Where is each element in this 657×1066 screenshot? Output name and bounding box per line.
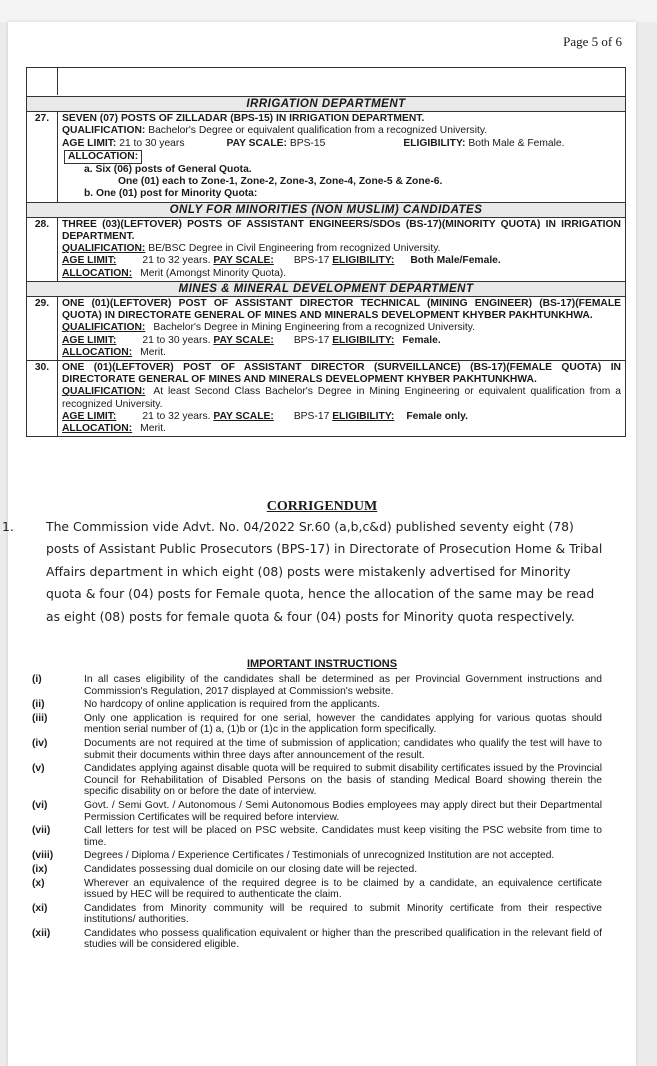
allocation-item-b: b. One (01) post for Minority Quota: — [84, 188, 258, 200]
top-strip — [0, 0, 657, 22]
post-details — [58, 361, 625, 436]
section-heading-mines: MINES & MINERAL DEVELOPMENT DEPARTMENT — [27, 282, 625, 297]
page-number: Page 5 of 6 — [563, 34, 622, 49]
corrigendum-item: 1. The Commission vide Advt. No. 04/2022 Sr.60 (a,b,c&d) published seventy eight (78) posts of Assistant Public Prosecutors (BPS-17) in Directorate of Prosecution Home & Tribal Affairs department in which eight (08) posts were mistakenly advertised for Minority quota & four (04) posts for Female quota, hence the allocation of the same may be read as eight (08) posts for female quota & four (04) posts for Minority quota respectively. — [2, 519, 603, 624]
instruction-item: (ii) No hardcopy of online application is required from the applicants. — [32, 699, 380, 711]
instructions-list — [32, 674, 602, 953]
serial-number: 27. — [27, 112, 58, 201]
instruction-item: (vi) Govt. / Semi Govt. / Autonomous / Semi Autonomous Bodies employees may apply direct but their Departmental Permission Certificates will be required before interview. — [32, 799, 602, 823]
instruction-item: (iii) Only one application is required for one serial, however the candidates applying for various quotas should mention serial number of (1) a, (1)b or (1)c in the application form specifically. — [32, 712, 602, 736]
instruction-item: (iv) Documents are not required at the time of submission of application; candidates who qualify the test will have to submit their documents within three days after announcement of the result. — [32, 737, 602, 761]
corrigendum-title: CORRIGENDUM — [266, 499, 378, 514]
instructions-title: IMPORTANT INSTRUCTIONS — [246, 658, 398, 670]
instruction-item: (vii) Call letters for test will be placed on PSC website. Candidates must keep visiting the PSC website from time to time. — [32, 825, 602, 848]
post-title: ONE (01)(LEFTOVER) POST OF ASSISTANT DIRECTOR TECHNICAL (MINING ENGINEER) (BS-17)(FEMALE QUOTA) IN DIRECTORATE GENERAL OF MINES AND MINERALS DEVELOPMENT KHYBER PAKHTUNKHWA. — [62, 298, 621, 322]
table-empty-row — [27, 68, 625, 97]
post-title: ONE (01)(LEFTOVER) POST OF ASSISTANT DIRECTOR (SURVEILLANCE) (BS-17)(FEMALE QUOTA) IN DIRECTORATE GENERAL OF MINES AND MINERALS DEVELOPMENT KHYBER PAKHTUNKHWA. — [62, 362, 621, 386]
serial-number: 28. — [27, 218, 58, 281]
qualification-line: QUALIFICATION: At least Second Class Bachelor's Degree in Mining Engineering or equivalent qualification from a recognized University. — [62, 386, 621, 410]
post-details — [58, 297, 625, 360]
serial-number: 30. — [27, 361, 58, 436]
allocation-line: ALLOCATION: Merit (Amongst Minority Quota). — [62, 267, 287, 279]
instruction-item: (v) Candidates applying against disable quota will be required to submit disability certificates issued by the Provincial Council for Rehabilitation of Disabled Persons on the basis of standing Medical Board showing therein the specific disability on or before the date of interview. — [32, 763, 602, 798]
post-title: THREE (03)(LEFTOVER) POSTS OF ASSISTANT ENGINEERS/SDOs (BS-17)(MINORITY QUOTA) IN IRRIGATION DEPARTMENT. — [62, 218, 621, 243]
qualification-line: QUALIFICATION: Bachelor's Degree or equivalent qualification from a recognized University. — [62, 125, 488, 137]
section-heading-minorities: ONLY FOR MINORITIES (NON MUSLIM) CANDIDATES — [27, 203, 625, 218]
instruction-item: (x) Wherever an equivalence of the required degree is to be claimed by a candidate, an equivalence certificate issued by HEC will be required to authenticate the claim. — [32, 877, 602, 901]
allocation-item-a-detail: One (01) each to Zone-1, Zone-2, Zone-3, Zone-4, Zone-5 & Zone-6. — [118, 176, 443, 188]
table-row-27 — [27, 112, 625, 202]
allocation-label: ALLOCATION: — [62, 150, 621, 164]
allocation-line: ALLOCATION: Merit. — [62, 346, 166, 358]
serial-number: 29. — [27, 297, 58, 360]
document-page — [2, 22, 636, 1066]
corrigendum-body — [2, 516, 604, 628]
instruction-item: (xii) Candidates who possess qualification equivalent or higher than the prescribed qualification in the relevant field of studies will be considered eligible. — [32, 927, 602, 951]
age-pay-eligibility-line: AGE LIMIT: 21 to 32 years. PAY SCALE: BPS-17 ELIGIBILITY: Both Male/Female. — [62, 255, 501, 267]
instruction-item: (ix) Candidates possessing dual domicile on our closing date will be rejected. — [32, 863, 418, 875]
table-row-28 — [27, 218, 625, 282]
posts-table — [26, 67, 626, 437]
allocation-item-a: a. Six (06) posts of General Quota. — [84, 164, 252, 176]
table-row-29 — [27, 297, 625, 361]
post-details — [58, 112, 625, 201]
age-pay-eligibility-line: AGE LIMIT: 21 to 30 years PAY SCALE: BPS-15 ELIGIBILITY: Both Male & Female. — [62, 137, 565, 149]
age-pay-eligibility-line: AGE LIMIT: 21 to 30 years. PAY SCALE: BPS-17 ELIGIBILITY: Female. — [62, 334, 441, 346]
section-heading-irrigation: IRRIGATION DEPARTMENT — [27, 97, 625, 112]
qualification-line: QUALIFICATION: Bachelor's Degree in Mining Engineering from a recognized University. — [62, 322, 476, 334]
instruction-item: (xi) Candidates from Minority community will be required to submit Minority certificate from their respective institutions/ authorities. — [32, 902, 602, 926]
post-title: SEVEN (07) POSTS OF ZILLADAR (BPS-15) IN IRRIGATION DEPARTMENT. — [62, 113, 425, 125]
table-row-30 — [27, 361, 625, 436]
allocation-line: ALLOCATION: Merit. — [62, 423, 166, 435]
age-pay-eligibility-line: AGE LIMIT: 21 to 32 years. PAY SCALE: BPS-17 ELIGIBILITY: Female only. — [62, 410, 468, 422]
qualification-line: QUALIFICATION: BE/BSC Degree in Civil Engineering from recognized University. — [62, 243, 441, 255]
post-details — [58, 218, 625, 281]
instruction-item: (i) In all cases eligibility of the candidates shall be determined as per Provincial Government instructions and Commission's Regulation, 2017 displayed at Commission's website. — [32, 674, 602, 697]
instruction-item: (viii) Degrees / Diploma / Experience Certificates / Testimonials of unrecognized Institution are not accepted. — [32, 850, 555, 862]
